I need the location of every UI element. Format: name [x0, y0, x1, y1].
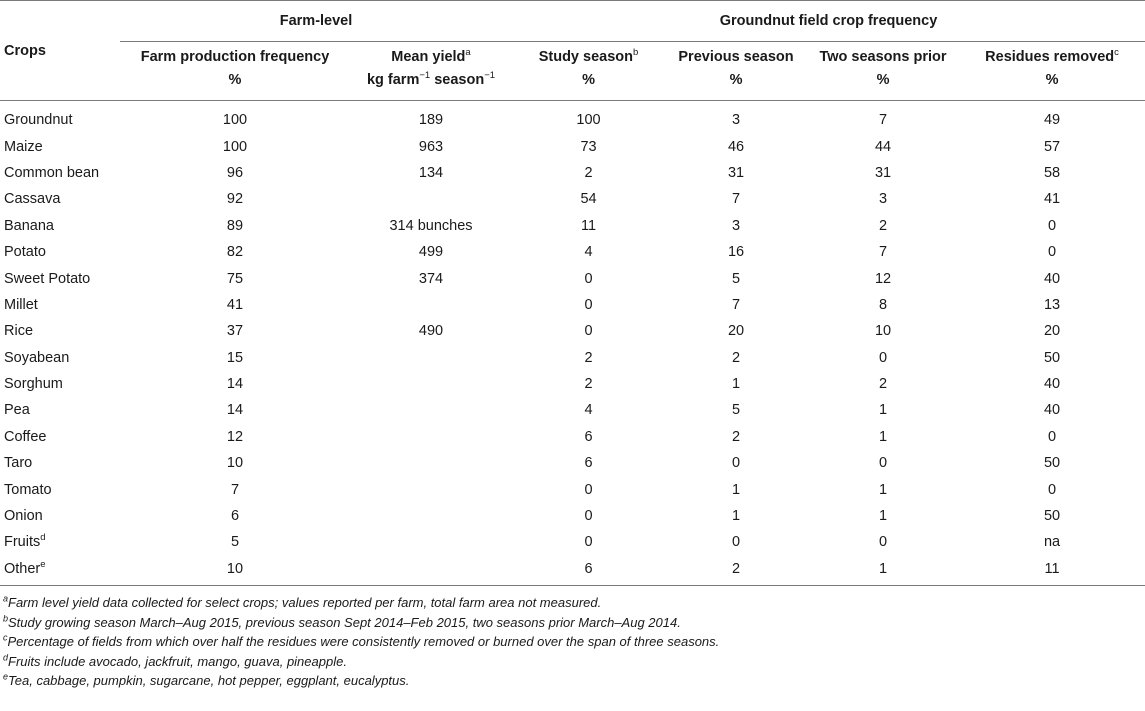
- footnote-mark: b: [3, 613, 9, 624]
- col-header-study-season: Study season$^b$: [538, 47, 639, 65]
- crop-name-cell: [0, 265, 120, 291]
- value-cell: [350, 424, 512, 450]
- value-cell: 6: [584, 428, 593, 445]
- footnote-text: Fruits include avocado, jackfruit, mango, guava, pineapple.: [8, 653, 347, 669]
- value-cell: 14: [226, 402, 244, 419]
- crop-name: Sweet Potato: [4, 270, 91, 287]
- footnote-mark: d: [40, 532, 46, 544]
- value-cell: [350, 556, 512, 586]
- table-row: [0, 133, 1145, 159]
- crop-name: Potato: [4, 244, 46, 261]
- value-cell: 0: [1047, 217, 1057, 234]
- unit-farm-production: %: [228, 72, 242, 88]
- value-cell: 7: [878, 244, 888, 261]
- table-row: [0, 101, 1145, 134]
- value-cell: 2: [665, 556, 807, 586]
- col-header-two-seasons-prior: Two seasons prior: [819, 49, 947, 65]
- crop-name: Tomato: [4, 481, 52, 498]
- value-cell: 5: [731, 402, 741, 419]
- value-cell: [350, 345, 512, 371]
- crop-name-cell: [0, 345, 120, 371]
- groundnut-group-header: Groundnut field crop frequency: [512, 1, 1145, 42]
- value-cell: 3: [731, 112, 741, 129]
- value-cell: [350, 529, 512, 555]
- crop-name: Common bean: [4, 164, 100, 181]
- crop-name: Onion: [4, 508, 43, 525]
- unit-mean-yield: kg farm$^{-1}$ season$^{-1}$: [366, 70, 496, 88]
- crop-name-cell: [0, 450, 120, 476]
- value-cell: 46: [727, 138, 745, 155]
- value-cell: 5: [230, 534, 240, 551]
- value-cell: 189: [418, 112, 444, 129]
- table-body: [0, 101, 1145, 586]
- value-cell: 31: [727, 164, 745, 181]
- table-row: [0, 476, 1145, 502]
- table-row: [0, 397, 1145, 423]
- value-cell: 96: [226, 164, 244, 181]
- footnote: [3, 632, 1145, 652]
- value-cell: 0: [878, 455, 888, 472]
- value-cell: 6: [512, 556, 665, 586]
- footnote: [3, 613, 1145, 633]
- value-cell: 490: [418, 323, 444, 340]
- value-cell: 0: [584, 323, 593, 340]
- crop-name: Soyabean: [4, 349, 70, 366]
- value-cell: 1: [878, 508, 888, 525]
- table-row: [0, 213, 1145, 239]
- value-cell: 7: [731, 296, 741, 313]
- value-cell: 1: [878, 428, 888, 445]
- crop-name: Maize: [4, 138, 43, 155]
- table-row: [0, 529, 1145, 555]
- footnote-text: Farm level yield data collected for select crops; values reported per farm, total farm area not measured.: [8, 595, 602, 611]
- crop-name-cell: [0, 239, 120, 265]
- value-cell: 1: [731, 481, 741, 498]
- value-cell: 374: [418, 270, 444, 287]
- value-cell: 20: [1043, 323, 1061, 340]
- crop-name: Fruits: [4, 534, 41, 551]
- value-cell: 41: [226, 296, 244, 313]
- value-cell: 54: [580, 191, 597, 208]
- value-cell: 4: [584, 402, 593, 419]
- footnote-mark: e: [3, 672, 9, 683]
- value-cell: 7: [731, 191, 741, 208]
- footnote-mark: c: [3, 632, 8, 643]
- value-cell: 314 bunches: [389, 217, 473, 234]
- value-cell: 10: [874, 323, 892, 340]
- group-header-row: [0, 1, 1145, 42]
- value-cell: 73: [580, 138, 597, 155]
- value-cell: 58: [1043, 164, 1061, 181]
- value-cell: 2: [878, 217, 888, 234]
- value-cell: 89: [226, 217, 244, 234]
- value-cell: 100: [222, 112, 248, 129]
- crop-name-cell: [0, 397, 120, 423]
- value-cell: 57: [1043, 138, 1061, 155]
- crop-name: Sorghum: [4, 376, 63, 393]
- crop-name: Millet: [4, 296, 38, 313]
- value-cell: 37: [226, 323, 244, 340]
- value-cell: 3: [731, 217, 741, 234]
- table-row: [0, 318, 1145, 344]
- value-cell: 2: [584, 376, 593, 393]
- value-cell: 12: [874, 270, 892, 287]
- value-cell: 499: [418, 244, 444, 261]
- crop-name: Groundnut: [4, 112, 73, 129]
- value-cell: 0: [731, 534, 741, 551]
- footnote-mark: e: [40, 559, 46, 570]
- table-row: [0, 186, 1145, 212]
- crop-name-cell: [0, 318, 120, 344]
- value-cell: 100: [576, 112, 601, 129]
- footnote: [3, 652, 1145, 672]
- table-row: [0, 265, 1145, 291]
- crop-name: Coffee: [4, 428, 47, 445]
- crop-name: Other: [4, 560, 41, 577]
- value-cell: 1: [731, 376, 741, 393]
- value-cell: 50: [1043, 455, 1061, 472]
- column-header-row: [0, 42, 1145, 73]
- value-cell: 134: [418, 164, 444, 181]
- value-cell: 0: [584, 481, 593, 498]
- value-cell: 0: [878, 534, 888, 551]
- value-cell: 10: [226, 455, 244, 472]
- value-cell: 49: [1043, 112, 1061, 129]
- value-cell: 20: [727, 323, 745, 340]
- crop-name: Banana: [4, 217, 54, 234]
- value-cell: 1: [878, 402, 888, 419]
- value-cell: 10: [120, 556, 350, 586]
- footnote-text: Tea, cabbage, pumpkin, sugarcane, hot pepper, eggplant, eucalyptus.: [8, 673, 410, 689]
- value-cell: 40: [1043, 376, 1061, 393]
- value-cell: 13: [1043, 296, 1061, 313]
- unit-residues-removed: %: [1045, 72, 1059, 88]
- col-header-residues-removed: Residues removed$^c$: [985, 47, 1119, 65]
- value-cell: 0: [1047, 481, 1057, 498]
- value-cell: 11: [959, 556, 1145, 586]
- unit-header-row: [0, 72, 1145, 101]
- value-cell: 1: [807, 556, 959, 586]
- crop-name-cell: [0, 371, 120, 397]
- footnote-text: Study growing season March–Aug 2015, previous season Sept 2014–Feb 2015, two seasons prior March–Aug 2014.: [8, 614, 681, 630]
- crop-name-cell: [0, 133, 120, 159]
- value-cell: 0: [1047, 428, 1057, 445]
- crop-name: Rice: [4, 323, 34, 340]
- value-cell: 50: [1043, 508, 1061, 525]
- col-header-mean-yield: Mean yield$^a$: [391, 47, 471, 65]
- col-header-farm-production: Farm production frequency: [140, 49, 330, 65]
- crop-name: Pea: [4, 402, 30, 419]
- value-cell: 0: [584, 270, 593, 287]
- crop-name-cell: [0, 556, 120, 586]
- crops-column-header: Crops: [4, 42, 46, 59]
- crop-name-cell: [0, 292, 120, 318]
- col-header-previous-season: Previous season: [678, 49, 794, 65]
- unit-two-seasons-prior: %: [876, 72, 890, 88]
- value-cell: 6: [230, 508, 240, 525]
- table-row: [0, 503, 1145, 529]
- value-cell: 8: [878, 296, 888, 313]
- value-cell: 0: [584, 508, 593, 525]
- footnote-mark: a: [3, 593, 9, 604]
- crop-name-cell: [0, 101, 120, 134]
- value-cell: 7: [230, 481, 240, 498]
- value-cell: 41: [1043, 191, 1061, 208]
- footnote-text: Percentage of fields from which over half the residues were consistently removed or burned over the span of three seasons.: [7, 634, 720, 650]
- value-cell: 75: [226, 270, 244, 287]
- crop-name-cell: [0, 424, 120, 450]
- value-cell: 0: [878, 349, 888, 366]
- value-cell: 3: [878, 191, 888, 208]
- value-cell: 50: [1043, 349, 1061, 366]
- value-cell: [350, 450, 512, 476]
- table-row: [0, 371, 1145, 397]
- value-cell: 16: [727, 244, 745, 261]
- value-cell: 40: [1043, 402, 1061, 419]
- footnote: [3, 671, 1145, 691]
- value-cell: 31: [874, 164, 892, 181]
- crop-name: Taro: [4, 455, 33, 472]
- value-cell: 11: [580, 217, 597, 234]
- farm-level-group-header: Farm-level: [120, 1, 512, 42]
- value-cell: na: [1043, 534, 1061, 551]
- value-cell: [350, 397, 512, 423]
- value-cell: 5: [731, 270, 741, 287]
- table-row: [0, 160, 1145, 186]
- value-cell: 44: [874, 138, 892, 155]
- value-cell: 0: [1047, 244, 1057, 261]
- value-cell: 2: [584, 349, 593, 366]
- value-cell: [350, 476, 512, 502]
- value-cell: 12: [226, 428, 244, 445]
- unit-study-season: %: [582, 72, 595, 88]
- crop-name: Cassava: [4, 191, 61, 208]
- value-cell: 1: [731, 508, 741, 525]
- value-cell: 1: [878, 481, 888, 498]
- value-cell: 6: [584, 455, 593, 472]
- value-cell: [350, 503, 512, 529]
- footnote-mark: d: [3, 652, 9, 663]
- unit-previous-season: %: [729, 72, 743, 88]
- value-cell: 0: [731, 455, 741, 472]
- value-cell: 4: [584, 244, 593, 261]
- value-cell: 0: [584, 296, 593, 313]
- table-row: [0, 292, 1145, 318]
- value-cell: 963: [418, 138, 444, 155]
- table-row: [0, 424, 1145, 450]
- footnote: [3, 593, 1145, 613]
- footnotes: [0, 593, 1145, 691]
- value-cell: 2: [731, 428, 741, 445]
- value-cell: 2: [584, 164, 593, 181]
- value-cell: 15: [226, 349, 244, 366]
- value-cell: 40: [1043, 270, 1061, 287]
- value-cell: 14: [226, 376, 244, 393]
- value-cell: 0: [584, 534, 593, 551]
- value-cell: 7: [878, 112, 888, 129]
- value-cell: 2: [878, 376, 888, 393]
- crop-name-cell: [0, 503, 120, 529]
- value-cell: 92: [226, 191, 244, 208]
- value-cell: 2: [731, 349, 741, 366]
- value-cell: 82: [226, 244, 244, 261]
- crop-name-cell: [0, 529, 120, 555]
- table-row: [0, 556, 1145, 586]
- value-cell: [350, 186, 512, 212]
- crop-name-cell: [0, 213, 120, 239]
- crop-name-cell: [0, 186, 120, 212]
- value-cell: 100: [222, 138, 248, 155]
- crop-name-cell: [0, 476, 120, 502]
- table-row: [0, 345, 1145, 371]
- table-row: [0, 450, 1145, 476]
- value-cell: [350, 371, 512, 397]
- value-cell: [350, 292, 512, 318]
- table-header: [0, 1, 1145, 101]
- table-row: [0, 239, 1145, 265]
- crop-name-cell: [0, 160, 120, 186]
